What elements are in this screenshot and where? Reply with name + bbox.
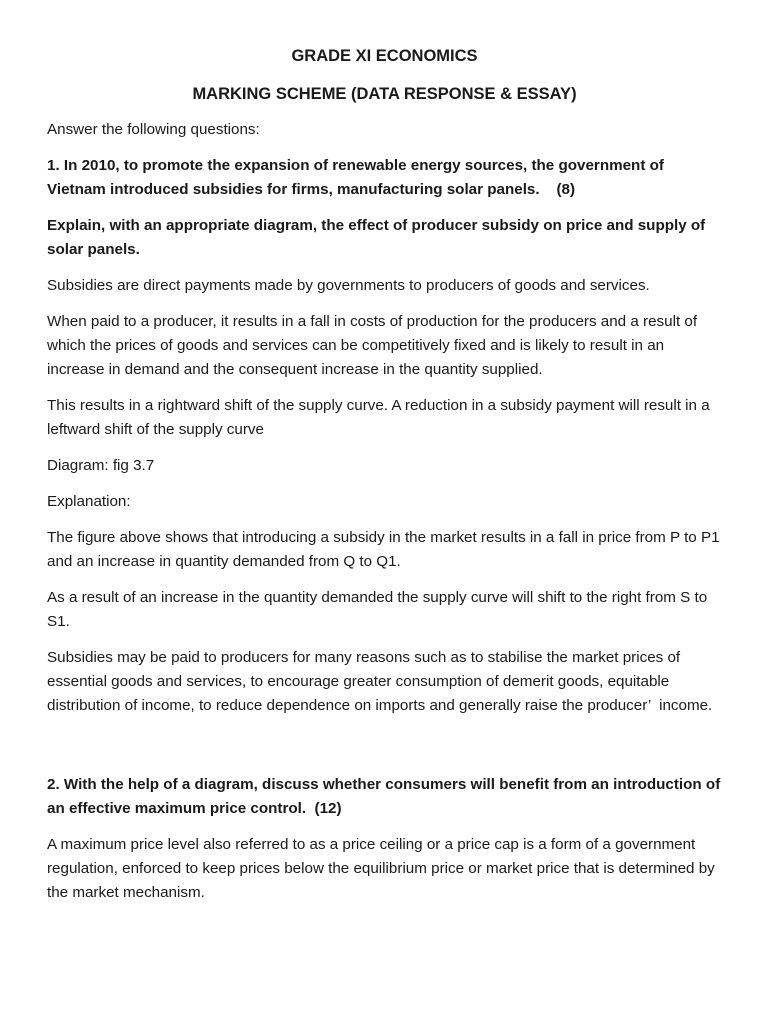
explanation-label: Explanation:	[47, 493, 131, 510]
answer-paragraph: This results in a rightward shift of the supply curve. A reduction in a subsidy payment will result in a leftward shift of the supply curve	[47, 397, 710, 438]
answer-paragraph: Subsidies are direct payments made by governments to producers of goods and services.	[47, 277, 650, 294]
answer-paragraph: When paid to a producer, it results in a fall in costs of production for the producers and a result of which the prices of goods and services can be competitively fixed and is likely to result in an increase in demand and the consequent increase in the quantity supplied.	[47, 313, 698, 378]
document-title: GRADE XI ECONOMICS	[291, 47, 478, 65]
answer-paragraph: The figure above shows that introducing a subsidy in the market results in a fall in price from P to P1 and an increase in quantity demanded from Q to Q1.	[47, 529, 720, 570]
question-2: 2. With the help of a diagram, discuss whether consumers will benefit from an introduction of an effective maximum price control. (12)	[47, 776, 721, 817]
answer-paragraph: Subsidies may be paid to producers for many reasons such as to stabilise the market prices of essential goods and services, to encourage greater consumption of demerit goods, equitable distribution of income, to reduce dependence on imports and generally raise the producer’ income.	[47, 649, 713, 714]
document-subtitle: MARKING SCHEME (DATA RESPONSE & ESSAY)	[192, 85, 577, 103]
instruction-text: Answer the following questions:	[47, 121, 260, 138]
answer-paragraph: As a result of an increase in the quantity demanded the supply curve will shift to the right from S to S1.	[47, 589, 708, 630]
diagram-reference: Diagram: fig 3.7	[47, 457, 155, 474]
question-1: 1. In 2010, to promote the expansion of renewable energy sources, the government of Vietnam introduced subsidies for firms, manufacturing solar panels. (8)	[47, 157, 664, 198]
answer-paragraph: A maximum price level also referred to as a price ceiling or a price cap is a form of a government regulation, enforced to keep prices below the equilibrium price or market price that is determined by the market mechanism.	[47, 836, 715, 901]
question-1-subquestion: Explain, with an appropriate diagram, the effect of producer subsidy on price and supply of solar panels.	[47, 217, 706, 258]
